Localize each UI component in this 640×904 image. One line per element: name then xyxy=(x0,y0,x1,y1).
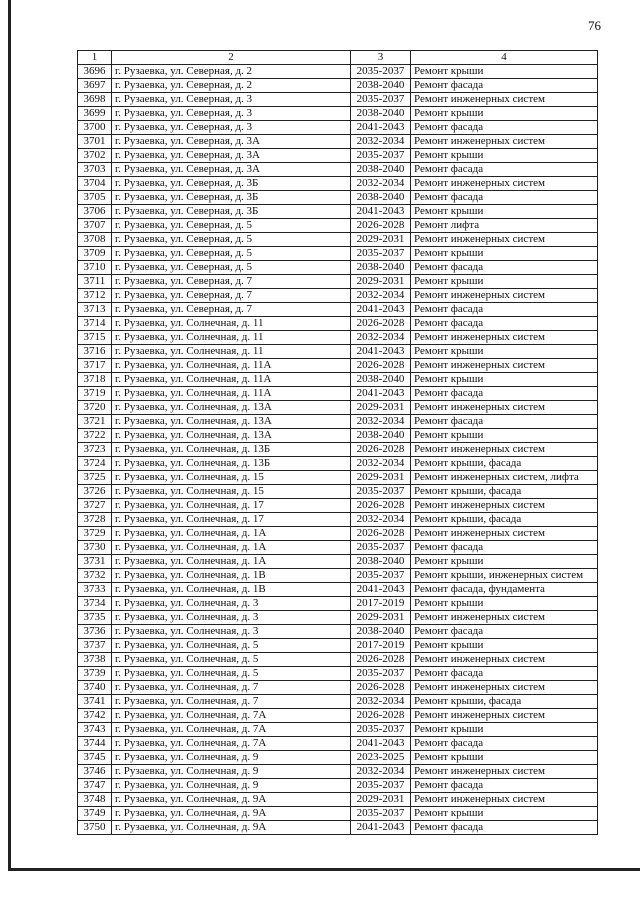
address-cell: г. Рузаевка, ул. Северная, д. 3Б xyxy=(112,191,351,205)
table-row xyxy=(78,303,598,317)
row-number-cell: 3708 xyxy=(78,233,112,247)
period-cell: 2035-2037 xyxy=(351,779,411,793)
period-cell: 2035-2037 xyxy=(351,149,411,163)
period-cell: 2032-2034 xyxy=(351,331,411,345)
table-row xyxy=(78,93,598,107)
table-row xyxy=(78,737,598,751)
row-number-cell: 3737 xyxy=(78,639,112,653)
row-number-cell: 3720 xyxy=(78,401,112,415)
row-number-cell: 3730 xyxy=(78,541,112,555)
page-number: 76 xyxy=(588,18,601,33)
address-cell: г. Рузаевка, ул. Северная, д. 3А xyxy=(112,163,351,177)
work-type-cell: Ремонт крыши, фасада xyxy=(411,513,598,527)
table-row xyxy=(78,373,598,387)
table-row xyxy=(78,723,598,737)
row-number-cell: 3722 xyxy=(78,429,112,443)
period-cell: 2029-2031 xyxy=(351,793,411,807)
row-number-cell: 3729 xyxy=(78,527,112,541)
address-cell: г. Рузаевка, ул. Солнечная, д. 5 xyxy=(112,639,351,653)
address-cell: г. Рузаевка, ул. Солнечная, д. 11 xyxy=(112,345,351,359)
row-number-cell: 3717 xyxy=(78,359,112,373)
address-cell: г. Рузаевка, ул. Северная, д. 3 xyxy=(112,93,351,107)
period-cell: 2035-2037 xyxy=(351,667,411,681)
table-row xyxy=(78,807,598,821)
row-number-cell: 3698 xyxy=(78,93,112,107)
row-number-cell: 3732 xyxy=(78,569,112,583)
period-cell: 2035-2037 xyxy=(351,723,411,737)
address-cell: г. Рузаевка, ул. Северная, д. 2 xyxy=(112,65,351,79)
address-cell: г. Рузаевка, ул. Солнечная, д. 9 xyxy=(112,779,351,793)
table-row xyxy=(78,709,598,723)
period-cell: 2038-2040 xyxy=(351,625,411,639)
row-number-cell: 3743 xyxy=(78,723,112,737)
table-row xyxy=(78,107,598,121)
row-number-cell: 3703 xyxy=(78,163,112,177)
table-row xyxy=(78,555,598,569)
table-row xyxy=(78,331,598,345)
address-cell: г. Рузаевка, ул. Солнечная, д. 1А xyxy=(112,555,351,569)
row-number-cell: 3747 xyxy=(78,779,112,793)
table-row xyxy=(78,625,598,639)
period-cell: 2041-2043 xyxy=(351,345,411,359)
period-cell: 2032-2034 xyxy=(351,765,411,779)
period-cell: 2029-2031 xyxy=(351,233,411,247)
row-number-cell: 3714 xyxy=(78,317,112,331)
row-number-cell: 3744 xyxy=(78,737,112,751)
table-row xyxy=(78,289,598,303)
table-row xyxy=(78,261,598,275)
address-cell: г. Рузаевка, ул. Солнечная, д. 9 xyxy=(112,765,351,779)
row-number-cell: 3699 xyxy=(78,107,112,121)
row-number-cell: 3701 xyxy=(78,135,112,149)
table-row xyxy=(78,681,598,695)
work-type-cell: Ремонт фасада xyxy=(411,79,598,93)
table-row xyxy=(78,247,598,261)
table-row xyxy=(78,485,598,499)
table-row xyxy=(78,429,598,443)
period-cell: 2038-2040 xyxy=(351,555,411,569)
table-row xyxy=(78,541,598,555)
work-type-cell: Ремонт крыши, фасада xyxy=(411,485,598,499)
row-number-cell: 3696 xyxy=(78,65,112,79)
work-type-cell: Ремонт инженерных систем xyxy=(411,443,598,457)
table-row xyxy=(78,121,598,135)
row-number-cell: 3716 xyxy=(78,345,112,359)
work-type-cell: Ремонт инженерных систем xyxy=(411,681,598,695)
work-type-cell: Ремонт инженерных систем xyxy=(411,793,598,807)
period-cell: 2038-2040 xyxy=(351,107,411,121)
work-type-cell: Ремонт фасада xyxy=(411,779,598,793)
table-row xyxy=(78,583,598,597)
address-cell: г. Рузаевка, ул. Северная, д. 5 xyxy=(112,261,351,275)
table-body xyxy=(78,51,598,835)
address-cell: г. Рузаевка, ул. Солнечная, д. 3 xyxy=(112,611,351,625)
work-type-cell: Ремонт крыши, фасада xyxy=(411,695,598,709)
work-type-cell: Ремонт инженерных систем xyxy=(411,233,598,247)
address-cell: г. Рузаевка, ул. Солнечная, д. 7А xyxy=(112,737,351,751)
work-type-cell: Ремонт крыши, фасада xyxy=(411,457,598,471)
period-cell: 2038-2040 xyxy=(351,191,411,205)
work-type-cell: Ремонт инженерных систем xyxy=(411,499,598,513)
period-cell: 2041-2043 xyxy=(351,205,411,219)
row-number-cell: 3710 xyxy=(78,261,112,275)
address-cell: г. Рузаевка, ул. Северная, д. 7 xyxy=(112,303,351,317)
row-number-cell: 3715 xyxy=(78,331,112,345)
row-number-cell: 3725 xyxy=(78,471,112,485)
work-type-cell: Ремонт крыши xyxy=(411,275,598,289)
column-number-4: 4 xyxy=(411,51,598,65)
period-cell: 2032-2034 xyxy=(351,135,411,149)
address-cell: г. Рузаевка, ул. Солнечная, д. 9А xyxy=(112,793,351,807)
address-cell: г. Рузаевка, ул. Солнечная, д. 3 xyxy=(112,625,351,639)
row-number-cell: 3706 xyxy=(78,205,112,219)
table-row xyxy=(78,597,598,611)
row-number-cell: 3731 xyxy=(78,555,112,569)
work-type-cell: Ремонт фасада xyxy=(411,415,598,429)
period-cell: 2035-2037 xyxy=(351,247,411,261)
period-cell: 2026-2028 xyxy=(351,681,411,695)
row-number-cell: 3742 xyxy=(78,709,112,723)
address-cell: г. Рузаевка, ул. Северная, д. 3А xyxy=(112,149,351,163)
table-row xyxy=(78,793,598,807)
address-cell: г. Рузаевка, ул. Северная, д. 5 xyxy=(112,233,351,247)
period-cell: 2041-2043 xyxy=(351,583,411,597)
period-cell: 2023-2025 xyxy=(351,751,411,765)
work-type-cell: Ремонт фасада xyxy=(411,821,598,835)
period-cell: 2026-2028 xyxy=(351,499,411,513)
address-cell: г. Рузаевка, ул. Солнечная, д. 11А xyxy=(112,359,351,373)
period-cell: 2041-2043 xyxy=(351,821,411,835)
work-type-cell: Ремонт лифта xyxy=(411,219,598,233)
row-number-cell: 3734 xyxy=(78,597,112,611)
address-cell: г. Рузаевка, ул. Солнечная, д. 13А xyxy=(112,429,351,443)
address-cell: г. Рузаевка, ул. Солнечная, д. 1В xyxy=(112,569,351,583)
address-cell: г. Рузаевка, ул. Солнечная, д. 9А xyxy=(112,821,351,835)
period-cell: 2041-2043 xyxy=(351,121,411,135)
row-number-cell: 3697 xyxy=(78,79,112,93)
period-cell: 2035-2037 xyxy=(351,65,411,79)
row-number-cell: 3718 xyxy=(78,373,112,387)
period-cell: 2026-2028 xyxy=(351,653,411,667)
row-number-cell: 3704 xyxy=(78,177,112,191)
table-row xyxy=(78,359,598,373)
period-cell: 2035-2037 xyxy=(351,569,411,583)
address-cell: г. Рузаевка, ул. Солнечная, д. 9А xyxy=(112,807,351,821)
period-cell: 2029-2031 xyxy=(351,611,411,625)
row-number-cell: 3724 xyxy=(78,457,112,471)
row-number-cell: 3723 xyxy=(78,443,112,457)
row-number-cell: 3711 xyxy=(78,275,112,289)
period-cell: 2032-2034 xyxy=(351,177,411,191)
work-type-cell: Ремонт фасада xyxy=(411,191,598,205)
table-row xyxy=(78,513,598,527)
address-cell: г. Рузаевка, ул. Солнечная, д. 3 xyxy=(112,597,351,611)
table-row xyxy=(78,639,598,653)
period-cell: 2038-2040 xyxy=(351,261,411,275)
period-cell: 2041-2043 xyxy=(351,387,411,401)
work-type-cell: Ремонт крыши xyxy=(411,345,598,359)
period-cell: 2026-2028 xyxy=(351,527,411,541)
work-type-cell: Ремонт крыши xyxy=(411,247,598,261)
table-row xyxy=(78,205,598,219)
table-row xyxy=(78,527,598,541)
work-type-cell: Ремонт инженерных систем xyxy=(411,359,598,373)
address-cell: г. Рузаевка, ул. Солнечная, д. 5 xyxy=(112,653,351,667)
address-cell: г. Рузаевка, ул. Солнечная, д. 11 xyxy=(112,317,351,331)
address-cell: г. Рузаевка, ул. Солнечная, д. 17 xyxy=(112,499,351,513)
period-cell: 2029-2031 xyxy=(351,275,411,289)
period-cell: 2038-2040 xyxy=(351,429,411,443)
row-number-cell: 3705 xyxy=(78,191,112,205)
row-number-cell: 3736 xyxy=(78,625,112,639)
address-cell: г. Рузаевка, ул. Солнечная, д. 13А xyxy=(112,415,351,429)
period-cell: 2035-2037 xyxy=(351,807,411,821)
row-number-cell: 3749 xyxy=(78,807,112,821)
address-cell: г. Рузаевка, ул. Солнечная, д. 11 xyxy=(112,331,351,345)
row-number-cell: 3728 xyxy=(78,513,112,527)
address-cell: г. Рузаевка, ул. Солнечная, д. 11А xyxy=(112,373,351,387)
row-number-cell: 3735 xyxy=(78,611,112,625)
table-row xyxy=(78,79,598,93)
period-cell: 2032-2034 xyxy=(351,289,411,303)
period-cell: 2029-2031 xyxy=(351,471,411,485)
table-row xyxy=(78,233,598,247)
address-cell: г. Рузаевка, ул. Северная, д. 3 xyxy=(112,107,351,121)
address-cell: г. Рузаевка, ул. Солнечная, д. 13Б xyxy=(112,443,351,457)
work-type-cell: Ремонт крыши, инженерных систем xyxy=(411,569,598,583)
address-cell: г. Рузаевка, ул. Северная, д. 3Б xyxy=(112,205,351,219)
row-number-cell: 3727 xyxy=(78,499,112,513)
period-cell: 2026-2028 xyxy=(351,359,411,373)
address-cell: г. Рузаевка, ул. Солнечная, д. 13Б xyxy=(112,457,351,471)
table-row xyxy=(78,695,598,709)
address-cell: г. Рузаевка, ул. Северная, д. 3 xyxy=(112,121,351,135)
work-type-cell: Ремонт инженерных систем xyxy=(411,93,598,107)
work-type-cell: Ремонт крыши xyxy=(411,639,598,653)
work-type-cell: Ремонт инженерных систем xyxy=(411,611,598,625)
table-row xyxy=(78,499,598,513)
row-number-cell: 3750 xyxy=(78,821,112,835)
table-row xyxy=(78,191,598,205)
period-cell: 2041-2043 xyxy=(351,737,411,751)
period-cell: 2029-2031 xyxy=(351,401,411,415)
address-cell: г. Рузаевка, ул. Северная, д. 5 xyxy=(112,247,351,261)
table-row xyxy=(78,219,598,233)
period-cell: 2035-2037 xyxy=(351,541,411,555)
period-cell: 2017-2019 xyxy=(351,597,411,611)
period-cell: 2035-2037 xyxy=(351,485,411,499)
address-cell: г. Рузаевка, ул. Солнечная, д. 15 xyxy=(112,471,351,485)
table-row xyxy=(78,457,598,471)
work-type-cell: Ремонт крыши xyxy=(411,373,598,387)
address-cell: г. Рузаевка, ул. Северная, д. 5 xyxy=(112,219,351,233)
table-row xyxy=(78,569,598,583)
work-type-cell: Ремонт крыши xyxy=(411,597,598,611)
work-type-cell: Ремонт фасада xyxy=(411,303,598,317)
table-row xyxy=(78,163,598,177)
repair-schedule-table xyxy=(77,50,598,835)
work-type-cell: Ремонт крыши xyxy=(411,807,598,821)
period-cell: 2035-2037 xyxy=(351,93,411,107)
work-type-cell: Ремонт инженерных систем xyxy=(411,331,598,345)
work-type-cell: Ремонт инженерных систем xyxy=(411,177,598,191)
table-row xyxy=(78,135,598,149)
work-type-cell: Ремонт инженерных систем xyxy=(411,401,598,415)
period-cell: 2026-2028 xyxy=(351,219,411,233)
table-row xyxy=(78,611,598,625)
row-number-cell: 3738 xyxy=(78,653,112,667)
address-cell: г. Рузаевка, ул. Солнечная, д. 11А xyxy=(112,387,351,401)
work-type-cell: Ремонт инженерных систем xyxy=(411,135,598,149)
row-number-cell: 3707 xyxy=(78,219,112,233)
period-cell: 2032-2034 xyxy=(351,457,411,471)
table-row xyxy=(78,779,598,793)
work-type-cell: Ремонт инженерных систем xyxy=(411,527,598,541)
column-number-2: 2 xyxy=(112,51,351,65)
period-cell: 2038-2040 xyxy=(351,373,411,387)
table-row xyxy=(78,65,598,79)
period-cell: 2038-2040 xyxy=(351,79,411,93)
work-type-cell: Ремонт крыши xyxy=(411,107,598,121)
address-cell: г. Рузаевка, ул. Северная, д. 7 xyxy=(112,289,351,303)
table-row xyxy=(78,765,598,779)
work-type-cell: Ремонт инженерных систем xyxy=(411,709,598,723)
work-type-cell: Ремонт крыши xyxy=(411,751,598,765)
address-cell: г. Рузаевка, ул. Солнечная, д. 7А xyxy=(112,723,351,737)
work-type-cell: Ремонт крыши xyxy=(411,555,598,569)
address-cell: г. Рузаевка, ул. Солнечная, д. 9 xyxy=(112,751,351,765)
address-cell: г. Рузаевка, ул. Северная, д. 3А xyxy=(112,135,351,149)
table-row xyxy=(78,443,598,457)
table-row xyxy=(78,821,598,835)
table-row xyxy=(78,275,598,289)
address-cell: г. Рузаевка, ул. Солнечная, д. 15 xyxy=(112,485,351,499)
row-number-cell: 3745 xyxy=(78,751,112,765)
address-cell: г. Рузаевка, ул. Солнечная, д. 7А xyxy=(112,709,351,723)
period-cell: 2026-2028 xyxy=(351,709,411,723)
table-row xyxy=(78,415,598,429)
table-row xyxy=(78,149,598,163)
column-number-row xyxy=(78,51,598,65)
work-type-cell: Ремонт инженерных систем xyxy=(411,765,598,779)
work-type-cell: Ремонт крыши xyxy=(411,723,598,737)
period-cell: 2032-2034 xyxy=(351,415,411,429)
row-number-cell: 3719 xyxy=(78,387,112,401)
period-cell: 2032-2034 xyxy=(351,695,411,709)
table-row xyxy=(78,177,598,191)
address-cell: г. Рузаевка, ул. Солнечная, д. 1В xyxy=(112,583,351,597)
table-row xyxy=(78,401,598,415)
work-type-cell: Ремонт инженерных систем, лифта xyxy=(411,471,598,485)
address-cell: г. Рузаевка, ул. Солнечная, д. 7 xyxy=(112,681,351,695)
work-type-cell: Ремонт крыши xyxy=(411,429,598,443)
address-cell: г. Рузаевка, ул. Солнечная, д. 17 xyxy=(112,513,351,527)
row-number-cell: 3712 xyxy=(78,289,112,303)
address-cell: г. Рузаевка, ул. Северная, д. 3Б xyxy=(112,177,351,191)
table-row xyxy=(78,751,598,765)
table-row xyxy=(78,653,598,667)
work-type-cell: Ремонт фасада xyxy=(411,541,598,555)
row-number-cell: 3733 xyxy=(78,583,112,597)
period-cell: 2032-2034 xyxy=(351,513,411,527)
work-type-cell: Ремонт фасада xyxy=(411,261,598,275)
address-cell: г. Рузаевка, ул. Солнечная, д. 5 xyxy=(112,667,351,681)
row-number-cell: 3740 xyxy=(78,681,112,695)
work-type-cell: Ремонт крыши xyxy=(411,65,598,79)
work-type-cell: Ремонт инженерных систем xyxy=(411,653,598,667)
row-number-cell: 3748 xyxy=(78,793,112,807)
work-type-cell: Ремонт фасада xyxy=(411,163,598,177)
work-type-cell: Ремонт фасада xyxy=(411,387,598,401)
row-number-cell: 3713 xyxy=(78,303,112,317)
work-type-cell: Ремонт инженерных систем xyxy=(411,289,598,303)
table-row xyxy=(78,317,598,331)
work-type-cell: Ремонт фасада, фундамента xyxy=(411,583,598,597)
work-type-cell: Ремонт фасада xyxy=(411,667,598,681)
column-number-1: 1 xyxy=(78,51,112,65)
period-cell: 2038-2040 xyxy=(351,163,411,177)
work-type-cell: Ремонт крыши xyxy=(411,205,598,219)
address-cell: г. Рузаевка, ул. Солнечная, д. 1А xyxy=(112,541,351,555)
address-cell: г. Рузаевка, ул. Северная, д. 7 xyxy=(112,275,351,289)
period-cell: 2017-2019 xyxy=(351,639,411,653)
table-row xyxy=(78,667,598,681)
row-number-cell: 3739 xyxy=(78,667,112,681)
row-number-cell: 3741 xyxy=(78,695,112,709)
period-cell: 2026-2028 xyxy=(351,317,411,331)
period-cell: 2041-2043 xyxy=(351,303,411,317)
work-type-cell: Ремонт фасада xyxy=(411,737,598,751)
address-cell: г. Рузаевка, ул. Солнечная, д. 7 xyxy=(112,695,351,709)
address-cell: г. Рузаевка, ул. Солнечная, д. 13А xyxy=(112,401,351,415)
table-row xyxy=(78,387,598,401)
table-row xyxy=(78,345,598,359)
work-type-cell: Ремонт фасада xyxy=(411,317,598,331)
work-type-cell: Ремонт фасада xyxy=(411,625,598,639)
row-number-cell: 3721 xyxy=(78,415,112,429)
scan-border-bottom xyxy=(8,868,640,871)
row-number-cell: 3746 xyxy=(78,765,112,779)
row-number-cell: 3709 xyxy=(78,247,112,261)
period-cell: 2026-2028 xyxy=(351,443,411,457)
work-type-cell: Ремонт крыши xyxy=(411,149,598,163)
scan-border-left xyxy=(8,0,11,870)
row-number-cell: 3700 xyxy=(78,121,112,135)
address-cell: г. Рузаевка, ул. Северная, д. 2 xyxy=(112,79,351,93)
address-cell: г. Рузаевка, ул. Солнечная, д. 1А xyxy=(112,527,351,541)
column-number-3: 3 xyxy=(351,51,411,65)
table-row xyxy=(78,471,598,485)
row-number-cell: 3726 xyxy=(78,485,112,499)
work-type-cell: Ремонт фасада xyxy=(411,121,598,135)
row-number-cell: 3702 xyxy=(78,149,112,163)
